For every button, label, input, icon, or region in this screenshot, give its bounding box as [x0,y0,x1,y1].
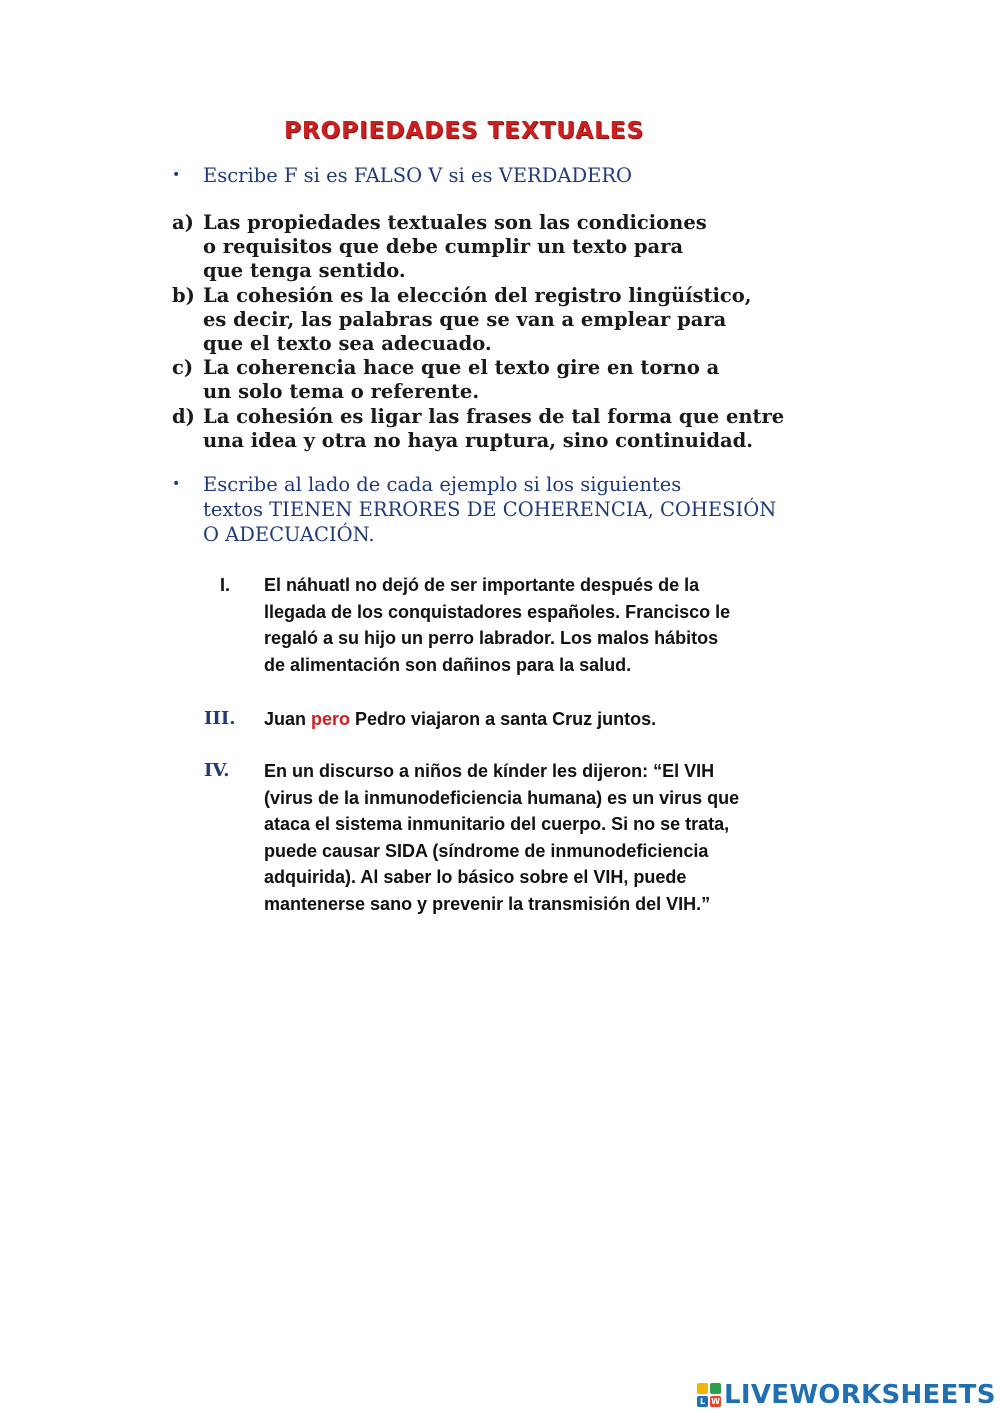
instruction-line: O ADECUACIÓN. [203,523,375,546]
statement-line: La cohesión es la elección del registro lingüístico, [203,283,752,307]
statement-c [172,356,792,404]
statement-line: que tenga sentido. [203,259,406,283]
example-text [264,758,804,917]
logo-square: L [697,1396,708,1407]
statement-line: un solo tema o referente. [203,380,480,404]
instruction-line: textos TIENEN ERRORES DE COHERENCIA, COHESIÓN [203,498,777,521]
instruction-text [203,472,803,547]
instruction-text: Escribe F si es FALSO V si es VERDADERO [203,164,632,187]
statement-b [172,284,792,357]
example-line: (virus de la inmunodeficiencia humana) es un virus que [264,787,740,808]
logo-square [710,1383,721,1394]
liveworksheets-logo[interactable] [697,1378,996,1412]
example-text-start: Juan [264,709,312,729]
statement-label: b) [172,283,195,307]
logo-square: W [711,1397,720,1406]
statement-line: Las propiedades textuales son las condiciones [203,211,707,234]
logo-square [697,1383,708,1394]
example-number: III. [204,708,236,729]
statement-line: La cohesión es ligar las frases de tal forma que entre [203,404,785,428]
example-line: ataca el sistema inmunitario del cuerpo. Si no se trata, [264,814,730,834]
example-line: adquirida). Al saber lo básico sobre el VIH, puede [264,867,687,887]
statement-line: una idea y otra no haya ruptura, sino continuidad. [203,428,754,452]
example-number: I. [220,575,231,595]
true-false-list [172,211,792,453]
page-title: PROPIEDADES TEXTUALES [283,118,645,144]
statement-a [172,211,792,284]
example-line: regaló a su hijo un perro labrador. Los malos hábitos [264,628,719,648]
statement-line: o requisitos que debe cumplir un texto para [203,235,684,259]
statement-line: es decir, las palabras que se van a emplear para [203,307,727,331]
statement-label: c) [172,356,194,380]
instruction-line: Escribe al lado de cada ejemplo si los siguientes [203,473,682,496]
highlighted-word: pero [311,709,351,729]
bullet-icon: • [172,167,181,183]
statement-line: La coherencia hace que el texto gire en torno a [203,356,720,380]
statement-label: d) [172,404,195,428]
example-line: llegada de los conquistadores españoles. Francisco le [264,601,731,622]
example-line: de alimentación son dañinos para la salud. [264,654,632,675]
example-text-end: Pedro viajaron a santa Cruz juntos. [350,709,657,729]
statement-d [172,405,792,453]
example-text [264,706,804,733]
example-text [264,572,804,678]
example-line: En un discurso a niños de kínder les dijeron: “El VIH [264,761,715,781]
statement-label: a) [172,211,194,234]
example-line: mantenerse sano y prevenir la transmisión del VIH.” [264,893,711,914]
brand-name: LIVEWORKSHEETS [724,1380,996,1410]
example-number: IV. [204,760,230,781]
example-line: puede causar SIDA (síndrome de inmunodeficiencia [264,840,709,861]
bullet-icon: • [172,476,181,492]
example-line: El náhuatl no dejó de ser importante después de la [264,575,700,595]
statement-line: que el texto sea adecuado. [203,332,492,356]
logo-icon [697,1383,721,1407]
